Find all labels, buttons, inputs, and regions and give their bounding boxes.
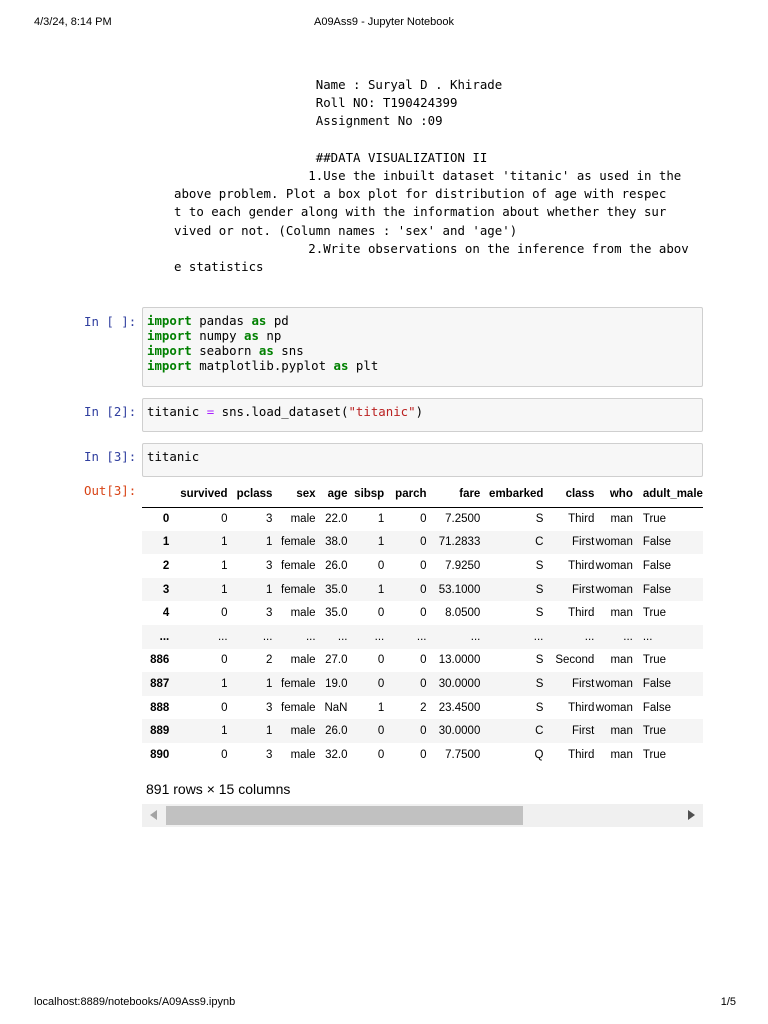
column-header: adult_male bbox=[633, 482, 703, 507]
code-token: np bbox=[258, 328, 282, 343]
table-cell: 1 bbox=[221, 583, 228, 596]
table-cell: 8.0500 bbox=[445, 607, 481, 620]
table-cell: male bbox=[290, 748, 316, 761]
row-index: 0 bbox=[162, 513, 170, 526]
table-cell: woman bbox=[595, 559, 633, 572]
code-cell-imports[interactable] bbox=[142, 307, 703, 387]
table-cell: Q bbox=[534, 748, 544, 761]
table-cell: 1 bbox=[377, 701, 385, 714]
code-token: pandas bbox=[191, 313, 252, 328]
table-cell: S bbox=[535, 654, 544, 667]
table-cell: man bbox=[610, 725, 633, 738]
column-header: embarked bbox=[480, 482, 543, 507]
table-cell: 0 bbox=[377, 607, 385, 620]
table-cell: C bbox=[535, 725, 544, 738]
table-cell: 13.0000 bbox=[438, 654, 481, 667]
table-cell: 71.2833 bbox=[438, 536, 481, 549]
table-cell: 0 bbox=[420, 583, 427, 596]
code-cell-titanic[interactable] bbox=[142, 443, 703, 477]
markdown-line: e statistics bbox=[174, 259, 264, 275]
print-title: A09Ass9 - Jupyter Notebook bbox=[313, 16, 455, 28]
column-header bbox=[142, 482, 169, 507]
table-body bbox=[142, 507, 703, 767]
row-index: 2 bbox=[162, 559, 170, 572]
code-string: "titanic" bbox=[348, 404, 416, 419]
code-line bbox=[147, 343, 698, 358]
table-cell: 1 bbox=[377, 536, 385, 549]
table-row bbox=[142, 601, 703, 625]
table-row bbox=[142, 507, 703, 531]
table-row bbox=[142, 696, 703, 720]
table-row bbox=[142, 625, 703, 649]
table-cell: 3 bbox=[266, 607, 273, 620]
markdown-line: t to each gender along with the information about whether they sur bbox=[174, 204, 667, 220]
code-token: seaborn bbox=[191, 343, 259, 358]
table-cell: 23.4500 bbox=[438, 701, 481, 714]
table-cell: ... bbox=[470, 630, 481, 643]
code-keyword: import bbox=[147, 358, 192, 373]
table-cell: ... bbox=[623, 630, 633, 643]
table-cell: 1 bbox=[266, 583, 273, 596]
table-cell: Third bbox=[568, 513, 595, 526]
table-cell: False bbox=[642, 677, 671, 690]
table-cell: 1 bbox=[221, 536, 228, 549]
markdown-line: above problem. Plot a box plot for distribution of age with respec bbox=[174, 186, 667, 202]
table-cell: 3 bbox=[266, 748, 273, 761]
table-cell: 0 bbox=[420, 677, 427, 690]
table-cell: Third bbox=[568, 559, 595, 572]
code-token: sns bbox=[273, 343, 304, 358]
table-cell: First bbox=[571, 583, 595, 596]
code-keyword: import bbox=[147, 313, 192, 328]
table-cell: man bbox=[610, 607, 633, 620]
column-header: who bbox=[594, 482, 633, 507]
table-cell: S bbox=[535, 559, 544, 572]
table-cell: First bbox=[571, 677, 595, 690]
table-cell: woman bbox=[595, 701, 633, 714]
table-row bbox=[142, 719, 703, 743]
code-token: ) bbox=[415, 404, 424, 419]
markdown-line bbox=[174, 131, 674, 149]
code-line bbox=[147, 313, 698, 328]
table-cell: True bbox=[642, 725, 667, 738]
markdown-line: Assignment No :09 bbox=[174, 113, 443, 129]
markdown-line: ##DATA VISUALIZATION II bbox=[174, 149, 488, 165]
table-cell: 35.0 bbox=[325, 583, 348, 596]
table-cell: S bbox=[535, 607, 544, 620]
table-cell: 0 bbox=[221, 701, 228, 714]
print-datetime: 4/3/24, 8:14 PM bbox=[34, 16, 112, 28]
table-cell: 30.0000 bbox=[438, 725, 481, 738]
table-cell: 1 bbox=[221, 725, 228, 738]
table-row bbox=[142, 578, 703, 602]
code-cell-load-dataset[interactable] bbox=[142, 398, 703, 432]
table-row bbox=[142, 554, 703, 578]
table-cell: 32.0 bbox=[325, 748, 348, 761]
table-cell: 0 bbox=[420, 748, 427, 761]
table-cell: female bbox=[281, 536, 316, 549]
row-index: 4 bbox=[162, 607, 170, 620]
table-cell: 2 bbox=[420, 701, 427, 714]
table-cell: 0 bbox=[420, 725, 427, 738]
table-cell: False bbox=[642, 701, 671, 714]
table-cell: man bbox=[610, 513, 633, 526]
table-cell: 1 bbox=[266, 677, 273, 690]
table-cell: 19.0 bbox=[325, 677, 348, 690]
table-cell: 0 bbox=[377, 559, 385, 572]
table-cell: ... bbox=[642, 630, 653, 643]
table-cell: 35.0 bbox=[325, 607, 348, 620]
table-cell: 38.0 bbox=[325, 536, 348, 549]
table-cell: 0 bbox=[377, 654, 385, 667]
table-cell: 53.1000 bbox=[438, 583, 481, 596]
column-header: pclass bbox=[228, 482, 273, 507]
table-cell: woman bbox=[595, 677, 633, 690]
markdown-line: 2.Write observations on the inference from the abov bbox=[174, 240, 689, 256]
row-index: 888 bbox=[150, 701, 170, 714]
table-cell: 3 bbox=[266, 559, 273, 572]
table-cell: 26.0 bbox=[325, 559, 348, 572]
code-keyword: as bbox=[258, 343, 274, 358]
table-row bbox=[142, 672, 703, 696]
table-cell: 0 bbox=[221, 607, 228, 620]
table-cell: 1 bbox=[221, 559, 228, 572]
table-cell: First bbox=[571, 536, 595, 549]
code-keyword: as bbox=[243, 328, 259, 343]
markdown-line: Name : Suryal D . Khirade bbox=[174, 77, 503, 92]
table-row bbox=[142, 649, 703, 673]
code-token: numpy bbox=[191, 328, 244, 343]
cell-1-prompt: In [ ]: bbox=[84, 314, 137, 329]
table-cell: S bbox=[535, 513, 544, 526]
table-row bbox=[142, 531, 703, 555]
table-cell: 2 bbox=[266, 654, 273, 667]
cell-3-prompt: In [3]: bbox=[84, 449, 137, 464]
table-cell: male bbox=[290, 654, 316, 667]
table-cell: male bbox=[290, 607, 316, 620]
table-cell: 3 bbox=[266, 701, 273, 714]
dataframe-shape: 891 rows × 15 columns bbox=[146, 781, 291, 797]
table-cell: 0 bbox=[420, 654, 427, 667]
table-cell: 1 bbox=[266, 536, 273, 549]
table-cell: True bbox=[642, 607, 667, 620]
column-header: sibsp bbox=[347, 482, 384, 507]
cell-2-prompt: In [2]: bbox=[84, 404, 137, 419]
table-cell: female bbox=[281, 701, 316, 714]
code-token: matplotlib.pyplot bbox=[191, 358, 334, 373]
code-token: titanic bbox=[147, 449, 200, 464]
table-cell: female bbox=[281, 583, 316, 596]
table-header-row bbox=[142, 482, 703, 507]
table-cell: S bbox=[535, 583, 544, 596]
table-cell: man bbox=[610, 748, 633, 761]
table-cell: 0 bbox=[221, 513, 228, 526]
table-cell: 0 bbox=[377, 748, 385, 761]
table-cell: 1 bbox=[221, 677, 228, 690]
table-cell: woman bbox=[595, 583, 633, 596]
table-cell: female bbox=[281, 677, 316, 690]
table-cell: First bbox=[571, 725, 595, 738]
code-keyword: as bbox=[333, 358, 349, 373]
table-cell: False bbox=[642, 559, 671, 572]
table-cell: 1 bbox=[377, 513, 385, 526]
column-header: class bbox=[543, 482, 594, 507]
row-index: 889 bbox=[150, 725, 170, 738]
print-url: localhost:8889/notebooks/A09Ass9.ipynb bbox=[34, 996, 236, 1008]
dataframe-table bbox=[142, 482, 703, 767]
code-line bbox=[147, 404, 698, 419]
table-cell: Third bbox=[568, 607, 595, 620]
column-header: sex bbox=[272, 482, 315, 507]
table-cell: 0 bbox=[221, 748, 228, 761]
code-keyword: import bbox=[147, 328, 192, 343]
table-cell: 26.0 bbox=[325, 725, 348, 738]
code-token: plt bbox=[348, 358, 379, 373]
table-cell: ... bbox=[305, 630, 316, 643]
scroll-left-icon[interactable] bbox=[150, 810, 157, 820]
table-cell: True bbox=[642, 513, 667, 526]
table-cell: False bbox=[642, 583, 671, 596]
page-number: 1/5 bbox=[720, 996, 736, 1008]
horizontal-scrollbar[interactable] bbox=[142, 804, 703, 827]
markdown-line: 1.Use the inbuilt dataset 'titanic' as used in the bbox=[174, 168, 682, 184]
table-cell: S bbox=[535, 677, 544, 690]
table-cell: 0 bbox=[420, 559, 427, 572]
dataframe-output bbox=[142, 482, 703, 767]
markdown-cell bbox=[174, 76, 689, 276]
table-cell: man bbox=[610, 654, 633, 667]
table-cell: woman bbox=[595, 536, 633, 549]
scrollbar-thumb[interactable] bbox=[166, 806, 523, 825]
table-cell: ... bbox=[337, 630, 348, 643]
table-cell: Second bbox=[555, 654, 595, 667]
table-cell: 0 bbox=[420, 536, 427, 549]
table-cell: ... bbox=[416, 630, 427, 643]
table-cell: 0 bbox=[377, 677, 385, 690]
output-prompt: Out[3]: bbox=[84, 483, 137, 498]
table-cell: 0 bbox=[420, 513, 427, 526]
table-cell: 1 bbox=[266, 725, 273, 738]
table-cell: 0 bbox=[221, 654, 228, 667]
table-cell: 7.9250 bbox=[445, 559, 481, 572]
table-cell: 30.0000 bbox=[438, 677, 481, 690]
code-token: pd bbox=[266, 313, 289, 328]
code-line bbox=[147, 358, 698, 373]
table-cell: 7.7500 bbox=[445, 748, 481, 761]
table-cell: Third bbox=[568, 701, 595, 714]
row-index: 3 bbox=[162, 583, 170, 596]
code-token: titanic bbox=[147, 404, 207, 419]
table-cell: 27.0 bbox=[325, 654, 348, 667]
table-cell: 0 bbox=[377, 725, 385, 738]
table-cell: C bbox=[535, 536, 544, 549]
code-keyword: as bbox=[251, 313, 267, 328]
table-cell: ... bbox=[217, 630, 228, 643]
column-header: age bbox=[316, 482, 348, 507]
column-header: parch bbox=[384, 482, 426, 507]
code-operator: = bbox=[206, 404, 215, 419]
table-cell: NaN bbox=[324, 701, 348, 714]
markdown-line: vived or not. (Column names : 'sex' and 'age') bbox=[174, 222, 518, 238]
table-cell: 0 bbox=[420, 607, 427, 620]
table-row bbox=[142, 743, 703, 767]
table-cell: S bbox=[535, 701, 544, 714]
code-token: sns.load_dataset( bbox=[214, 404, 349, 419]
row-index: 1 bbox=[162, 536, 170, 549]
table-cell: male bbox=[290, 513, 316, 526]
table-cell: 1 bbox=[377, 583, 385, 596]
table-cell: True bbox=[642, 654, 667, 667]
markdown-line: Roll NO: T190424399 bbox=[174, 95, 458, 111]
table-cell: ... bbox=[262, 630, 273, 643]
code-line bbox=[147, 328, 698, 343]
table-cell: 3 bbox=[266, 513, 273, 526]
table-cell: Third bbox=[568, 748, 595, 761]
row-index: 890 bbox=[150, 748, 170, 761]
code-line bbox=[147, 449, 698, 464]
row-index: 887 bbox=[150, 677, 170, 690]
table-cell: ... bbox=[374, 630, 385, 643]
row-index: ... bbox=[159, 630, 170, 643]
column-header: survived bbox=[169, 482, 227, 507]
table-cell: female bbox=[281, 559, 316, 572]
code-keyword: import bbox=[147, 343, 192, 358]
table-cell: False bbox=[642, 536, 671, 549]
row-index: 886 bbox=[150, 654, 170, 667]
table-cell: ... bbox=[533, 630, 544, 643]
table-cell: ... bbox=[584, 630, 595, 643]
table-cell: 22.0 bbox=[325, 513, 348, 526]
scroll-right-icon[interactable] bbox=[688, 810, 695, 820]
table-cell: True bbox=[642, 748, 667, 761]
column-header: fare bbox=[427, 482, 481, 507]
table-cell: male bbox=[290, 725, 316, 738]
table-cell: 7.2500 bbox=[445, 513, 481, 526]
